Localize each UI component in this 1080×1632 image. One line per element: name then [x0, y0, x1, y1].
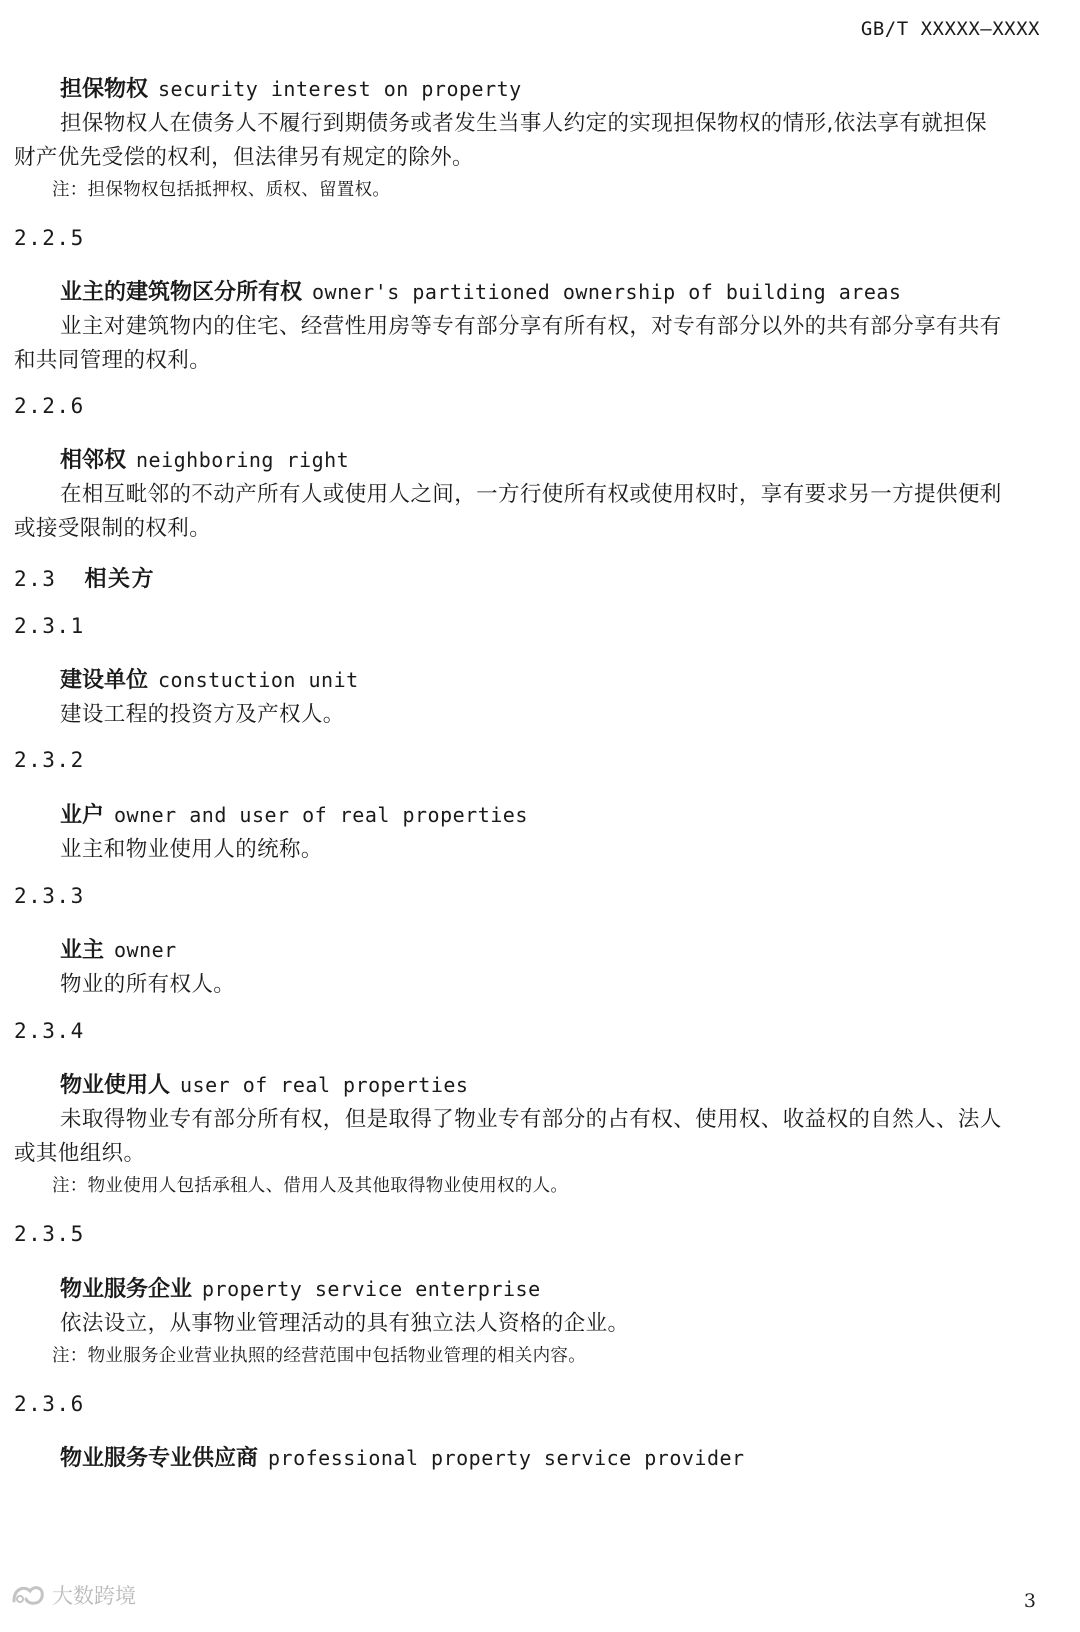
term-entry — [60, 275, 901, 306]
note-text: 注：担保物权包括抵押权、质权、留置权。 — [52, 180, 391, 200]
term-entry — [60, 1272, 541, 1303]
document-code-header: GB/T XXXXX—XXXX — [860, 18, 1040, 40]
term-chinese: 建设单位 — [60, 668, 149, 693]
term-entry — [60, 663, 359, 694]
definition-text: 在相互毗邻的不动产所有人或使用人之间，一方行使所有权或使用权时，享有要求另一方提供便利 — [60, 482, 1002, 507]
term-chinese: 物业使用人 — [60, 1073, 171, 1098]
term-entry — [60, 798, 528, 829]
definition-text: 业主和物业使用人的统称。 — [60, 837, 323, 862]
clause-number: 2.3.5 — [14, 1222, 85, 1246]
term-english: professional property service provider — [268, 1446, 745, 1470]
watermark-logo-icon — [10, 1581, 48, 1609]
term-english: owner and user of real properties — [114, 803, 528, 827]
term-chinese: 业主的建筑物区分所有权 — [60, 280, 303, 305]
clause-number: 2.3.4 — [14, 1019, 85, 1043]
section-heading — [14, 562, 155, 593]
term-english: owner's partitioned ownership of building areas — [312, 280, 902, 304]
definition-text: 和共同管理的权利。 — [14, 348, 212, 373]
note-text: 注：物业使用人包括承租人、借用人及其他取得物业使用权的人。 — [52, 1176, 569, 1196]
term-chinese: 相邻权 — [60, 448, 127, 473]
watermark — [10, 1580, 136, 1610]
term-english: constuction unit — [158, 668, 359, 692]
term-entry — [60, 443, 349, 474]
definition-text: 建设工程的投资方及产权人。 — [60, 702, 345, 727]
definition-text: 财产优先受偿的权利，但法律另有规定的除外。 — [14, 145, 474, 170]
clause-number: 2.2.6 — [14, 394, 85, 418]
term-entry — [60, 933, 177, 964]
section-title: 相关方 — [84, 567, 155, 592]
term-english: security interest on property — [158, 77, 522, 101]
term-chinese: 物业服务专业供应商 — [60, 1446, 259, 1471]
term-chinese: 业主 — [60, 938, 105, 963]
clause-number: 2.3.3 — [14, 884, 85, 908]
term-entry — [60, 1441, 745, 1472]
definition-text: 或其他组织。 — [14, 1141, 146, 1166]
definition-text: 物业的所有权人。 — [60, 972, 236, 997]
note-text: 注：物业服务企业营业执照的经营范围中包括物业管理的相关内容。 — [52, 1346, 586, 1366]
section-number: 2.3 — [14, 567, 57, 591]
clause-number: 2.3.6 — [14, 1392, 85, 1416]
term-chinese: 业户 — [60, 803, 105, 828]
term-chinese: 物业服务企业 — [60, 1277, 193, 1302]
term-chinese: 担保物权 — [60, 77, 149, 102]
definition-text: 依法设立，从事物业管理活动的具有独立法人资格的企业。 — [60, 1311, 630, 1336]
page-number: 3 — [1023, 1590, 1036, 1612]
term-english: neighboring right — [136, 448, 350, 472]
definition-text: 或接受限制的权利。 — [14, 516, 212, 541]
definition-text: 业主对建筑物内的住宅、经营性用房等专有部分享有所有权，对专有部分以外的共有部分享有共有 — [60, 314, 1002, 339]
clause-number: 2.2.5 — [14, 226, 85, 250]
term-english: owner — [114, 938, 177, 962]
term-entry — [60, 1068, 468, 1099]
term-english: property service enterprise — [202, 1277, 541, 1301]
clause-number: 2.3.2 — [14, 748, 85, 772]
definition-text: 担保物权人在债务人不履行到期债务或者发生当事人约定的实现担保物权的情形,依法享有就担保 — [60, 111, 988, 136]
term-entry — [60, 72, 522, 103]
definition-text: 未取得物业专有部分所有权，但是取得了物业专有部分的占有权、使用权、收益权的自然人、法人 — [60, 1107, 1002, 1132]
term-english: user of real properties — [180, 1073, 469, 1097]
watermark-text: 大数跨境 — [52, 1584, 136, 1608]
clause-number: 2.3.1 — [14, 614, 85, 638]
